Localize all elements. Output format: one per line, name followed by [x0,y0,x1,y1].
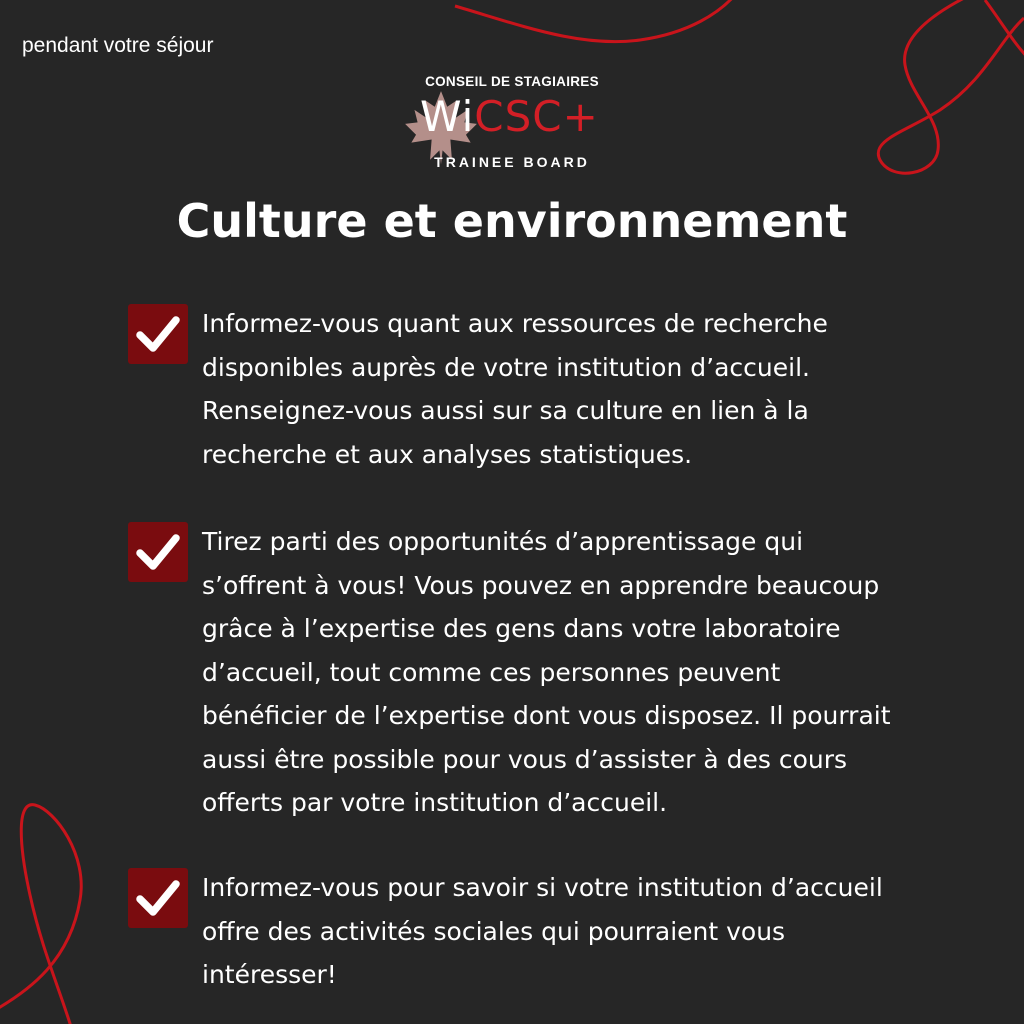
text-line: Renseignez-vous aussi sur sa culture en lien à la [202,396,809,425]
wicsc-logo [392,70,632,180]
logo-wordmark-white: Wi [420,92,475,141]
text-line: Tirez parti des opportunités d’apprentissage qui [202,527,804,556]
bottom-left-loop [0,805,81,1024]
top-scribble [455,0,735,42]
text-line: Informez-vous pour savoir si votre institution d’accueil [202,873,883,902]
logo-bottom-text: TRAINEE BOARD [434,154,590,170]
text-line: aussi être possible pour vous d’assister à des cours [202,744,848,774]
text-line: bénéficier de l’expertise dont vous disposez. Il pourrait [202,701,891,730]
logo-wordmark-red: CSC+ [474,92,599,141]
right-edge-line [985,0,1024,60]
text-line: intéresser! [202,960,337,989]
checkbox [128,868,188,928]
page-title: Culture et environnement [176,194,848,248]
checklist-item-text [202,302,972,476]
text-line: offre des activités sociales qui pourraient vous [202,916,786,946]
checkbox [128,522,188,582]
checklist-item-text [202,520,972,825]
checkmark-icon [128,522,188,582]
text-line: d’accueil, tout comme ces personnes peuvent [202,657,781,687]
text-line: s’offrent à vous! Vous pouvez en apprendre beaucoup [202,570,880,600]
text-line: grâce à l’expertise des gens dans votre laboratoire [202,614,841,643]
checkbox [128,304,188,364]
checkmark-icon [128,868,188,928]
text-line: disponibles auprès de votre institution d’accueil. [202,352,810,382]
logo-top-text: CONSEIL DE STAGIAIRES [425,74,599,89]
text-line: recherche et aux analyses statistiques. [202,439,693,469]
text-line: offerts par votre institution d’accueil. [202,788,668,817]
checklist-item-text [202,866,972,997]
text-line: Informez-vous quant aux ressources de recherche [202,309,828,338]
checkmark-icon [128,304,188,364]
kicker-text: pendant votre séjour [22,34,214,57]
logo-wordmark [420,94,599,140]
